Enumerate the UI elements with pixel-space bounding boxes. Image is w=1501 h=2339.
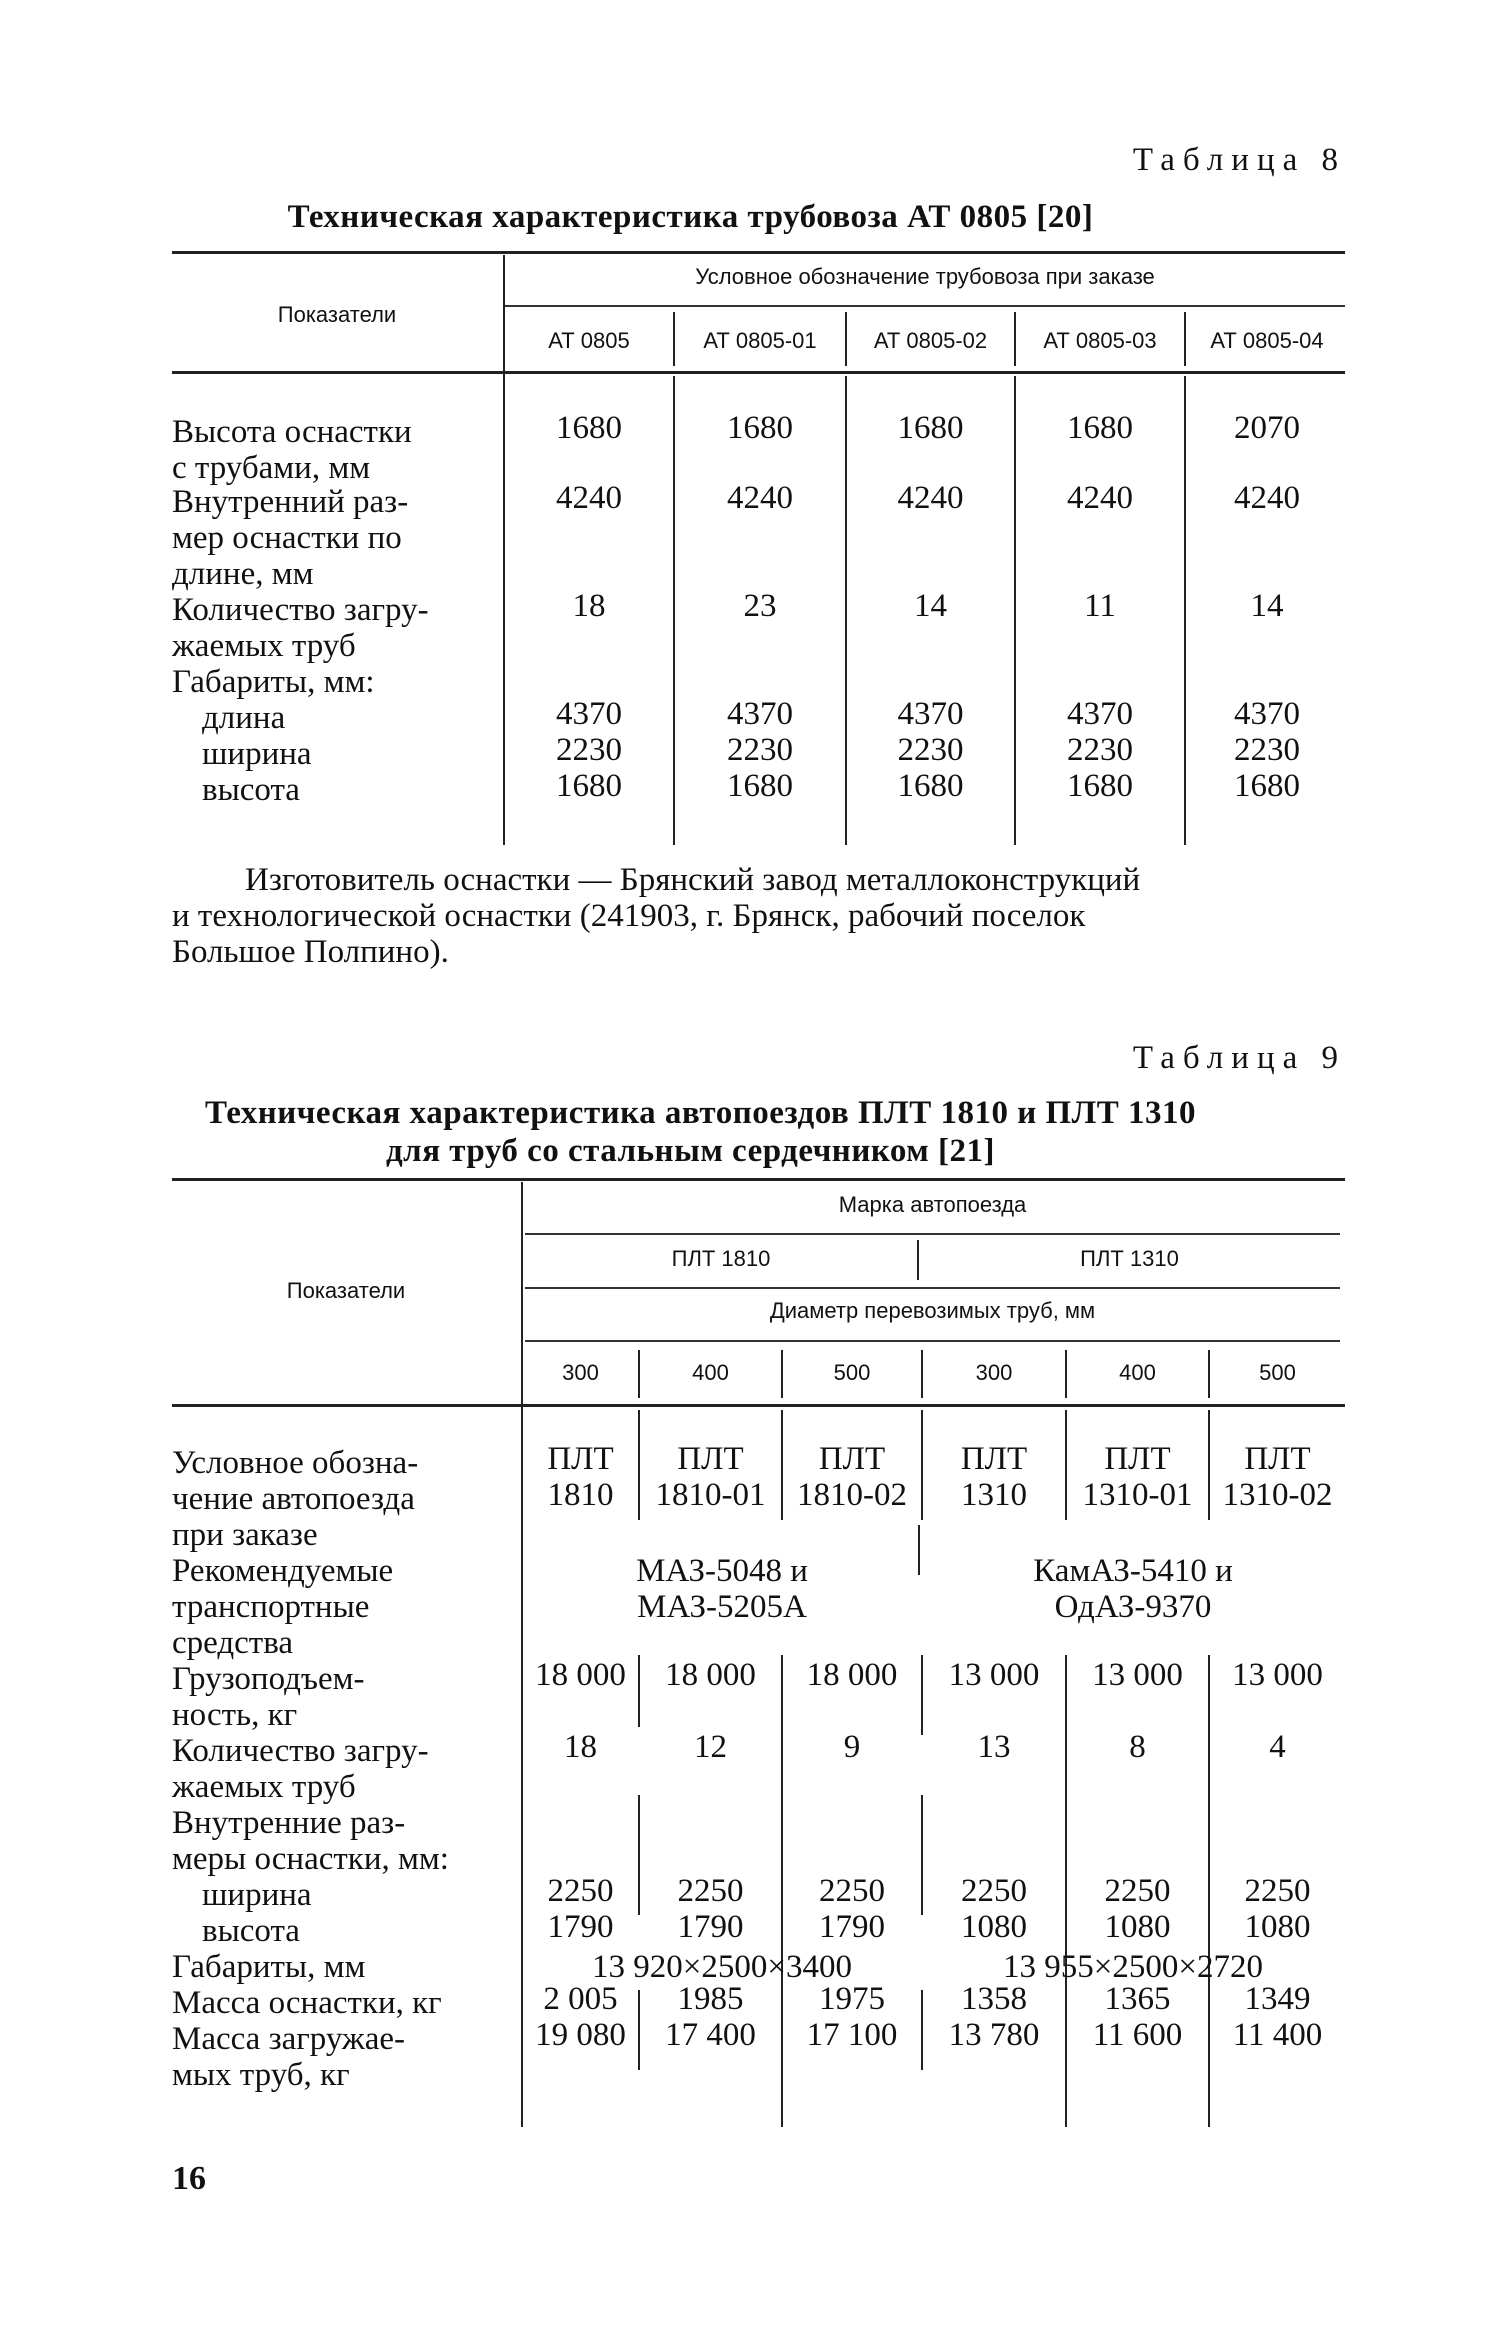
table8-cell: 4240 xyxy=(1234,480,1300,516)
table9-rule-2 xyxy=(525,1287,1340,1289)
table8-cell: 4370 xyxy=(727,696,793,732)
table8-cell: 2230 xyxy=(1067,732,1133,768)
table8-cell: 4240 xyxy=(1067,480,1133,516)
manufacturer-line-1: Изготовитель оснастки — Брянский завод металлоконструкций xyxy=(245,862,1141,898)
table9-title-line1: Техническая характеристика автопоездов ПЛТ 1810 и ПЛТ 1310 xyxy=(204,1095,1197,1131)
table9-cell: 12 xyxy=(694,1729,727,1765)
table9-cell: ПЛТ 1810 xyxy=(547,1441,614,1513)
table9-row-label: Условное обозна- чение автопоезда при заказе xyxy=(172,1445,419,1553)
table9-cell: ПЛТ 1310 xyxy=(960,1441,1028,1513)
table8-top-rule xyxy=(172,251,1345,254)
table8-row-label: Количество загру- жаемых труб xyxy=(172,592,429,664)
table8-cell: 2230 xyxy=(556,732,622,768)
table9-row-label: Внутренние раз- меры оснастки, мм: xyxy=(172,1805,449,1877)
table9-cell: 2 005 xyxy=(543,1981,618,2017)
table8-row-label: длина xyxy=(202,700,286,736)
table9-cell: 9 xyxy=(843,1729,861,1765)
table9-cell: 1985 xyxy=(677,1981,744,2017)
table8-cell: 4370 xyxy=(1234,696,1300,732)
table9-merged-transport-2: КамАЗ-5410 и ОдАЗ-9370 xyxy=(1033,1553,1233,1625)
table9-cell: 13 780 xyxy=(948,2017,1040,2053)
table8-cell: 4370 xyxy=(556,696,622,732)
table9-diameter: 400 xyxy=(692,1360,729,1385)
table9-diameter: 300 xyxy=(562,1360,599,1385)
table9-group1: ПЛТ 1810 xyxy=(671,1246,771,1271)
table9-cell: 2250 xyxy=(961,1873,1027,1909)
table9-cell: 11 400 xyxy=(1232,2017,1323,2053)
table9-cell: 1358 xyxy=(961,1981,1027,2017)
table9-diameter: 500 xyxy=(1259,1360,1296,1385)
table8-row-label: ширина xyxy=(202,736,312,772)
manufacturer-line-2: и технологической оснастки (241903, г. Брянск, рабочий поселок xyxy=(172,898,1086,934)
table8-cell: 2230 xyxy=(727,732,793,768)
table9-diameter: 300 xyxy=(975,1360,1013,1385)
table8-cell: 1680 xyxy=(1067,410,1133,446)
page-number: 16 xyxy=(172,2160,206,2197)
table9-title-line2: для труб со стальным сердечником [21] xyxy=(385,1133,995,1169)
table9-cell: ПЛТ 1810-02 xyxy=(797,1441,907,1513)
table8-row-label: Высота оснастки с трубами, мм xyxy=(172,414,412,486)
table9-cell: 4 xyxy=(1269,1729,1286,1765)
table9-header-indicators: Показатели xyxy=(286,1278,406,1303)
table8-title: Техническая характеристика трубовоза АТ 0805 [20] xyxy=(287,199,1094,235)
table9-cell: ПЛТ 1810-01 xyxy=(655,1441,766,1513)
table9-row-label: Грузоподъем- ность, кг xyxy=(172,1661,365,1733)
table9-cell: 11 600 xyxy=(1092,2017,1183,2053)
table9-cell: 18 000 xyxy=(665,1657,756,1693)
manufacturer-line-3: Большое Полпино). xyxy=(172,934,449,970)
table8-cell: 14 xyxy=(1250,588,1284,624)
table9-cell: 19 080 xyxy=(535,2017,626,2053)
table9-cell: 1080 xyxy=(961,1909,1027,1945)
table9-cell: ПЛТ 1310-01 xyxy=(1082,1441,1193,1513)
table8-cell: 4370 xyxy=(897,696,964,732)
table8-row-label: Габариты, мм: xyxy=(172,664,375,700)
table8-header-indicators: Показатели xyxy=(277,302,397,327)
table8-cell: 1680 xyxy=(727,768,793,804)
table9-cell: 13 000 xyxy=(948,1657,1040,1693)
table8-cell: 4240 xyxy=(556,480,622,516)
table9-cell: 1080 xyxy=(1104,1909,1171,1945)
table9-header-rule xyxy=(172,1404,1345,1407)
table8-cell: 1680 xyxy=(1234,768,1300,804)
table9-cell: 1790 xyxy=(547,1909,614,1945)
table9-top-rule xyxy=(172,1178,1345,1181)
table8-cell: 23 xyxy=(743,588,777,624)
table9-diameter: 500 xyxy=(833,1360,871,1385)
table9-cell: 2250 xyxy=(819,1873,885,1909)
table8-cell: 2230 xyxy=(1234,732,1300,768)
table9-cell: 18 xyxy=(564,1729,597,1765)
table8-cell: 11 xyxy=(1084,588,1116,624)
table8-header-rule xyxy=(172,371,1345,374)
table9-rule-1 xyxy=(525,1233,1340,1235)
table9-cell: 2250 xyxy=(547,1873,614,1909)
table8-cell: 1680 xyxy=(556,410,622,446)
table9-cell: ПЛТ 1310-02 xyxy=(1222,1441,1333,1513)
table8-cell: 14 xyxy=(914,588,947,624)
table9-row-label: Масса оснастки, кг xyxy=(172,1985,442,2021)
table9-cell: 17 400 xyxy=(665,2017,756,2053)
table9-row-label: Масса загружае- мых труб, кг xyxy=(172,2021,406,2093)
table8-col-header: АТ 0805-02 xyxy=(873,328,988,353)
table8-cell: 1680 xyxy=(897,410,964,446)
table9-cell: 1080 xyxy=(1244,1909,1311,1945)
table8-col-header: АТ 0805 xyxy=(548,328,630,353)
table8-row-label: высота xyxy=(202,772,300,808)
table8-cell: 2230 xyxy=(897,732,964,768)
table8-cell: 18 xyxy=(572,588,606,624)
table9-cell: 18 000 xyxy=(535,1657,626,1693)
table8-col-header: АТ 0805-01 xyxy=(703,328,817,353)
table8-cell: 4370 xyxy=(1067,696,1133,732)
table9-cell: 1790 xyxy=(677,1909,744,1945)
table9-cell: 2250 xyxy=(677,1873,744,1909)
table9-cell: 1790 xyxy=(819,1909,885,1945)
table8-cell: 4240 xyxy=(727,480,793,516)
table8-subheader-rule xyxy=(505,305,1345,307)
table8-cell: 2070 xyxy=(1234,410,1300,446)
table8-cell: 4240 xyxy=(897,480,964,516)
table8-col-header: АТ 0805-03 xyxy=(1043,328,1157,353)
table9-cell: 2250 xyxy=(1244,1873,1311,1909)
table9-cell: 1365 xyxy=(1104,1981,1171,2017)
table9-cell: 17 100 xyxy=(806,2017,898,2053)
table9-row-label: Количество загру- жаемых труб xyxy=(172,1733,429,1805)
table9-diameter: 400 xyxy=(1119,1360,1156,1385)
table9-row-label: Рекомендуемые транспортные средства xyxy=(172,1553,394,1661)
table9-cell: 1349 xyxy=(1244,1981,1311,2017)
table9-cell: 2250 xyxy=(1104,1873,1171,1909)
table9-cell: 13 000 xyxy=(1092,1657,1183,1693)
table9-header-diameter: Диаметр перевозимых труб, мм xyxy=(769,1298,1096,1323)
table8-cell: 1680 xyxy=(727,410,793,446)
table9-cell: 8 xyxy=(1129,1729,1146,1765)
table9-rule-3 xyxy=(525,1340,1340,1342)
table9-row-label: высота xyxy=(202,1913,300,1949)
table9-cell: 13 000 xyxy=(1232,1657,1323,1693)
table9-row-label: ширина xyxy=(202,1877,312,1913)
table9-number: Таблица 9 xyxy=(1132,1040,1346,1076)
table8-col-header: АТ 0805-04 xyxy=(1210,328,1324,353)
table8-cell: 1680 xyxy=(897,768,964,804)
table9-cell: 13 xyxy=(977,1729,1011,1765)
table9-merged-dimensions-1: 13 920×2500×3400 xyxy=(592,1949,852,1985)
table9-merged-dimensions-2: 13 955×2500×2720 xyxy=(1003,1949,1263,1985)
table8-number: Таблица 8 xyxy=(1132,142,1346,178)
table8-cell: 1680 xyxy=(556,768,622,804)
table9-cell: 1975 xyxy=(819,1981,885,2017)
table8-header-group: Условное обозначение трубовоза при заказе xyxy=(695,264,1155,289)
table9-group2: ПЛТ 1310 xyxy=(1080,1246,1179,1271)
table9-merged-transport-1: МАЗ-5048 и МАЗ-5205А xyxy=(636,1553,808,1625)
table9-cell: 18 000 xyxy=(806,1657,898,1693)
table8-cell: 1680 xyxy=(1067,768,1133,804)
table9-header-brand: Марка автопоезда xyxy=(838,1192,1027,1217)
table8-row-label: Внутренний раз- мер оснастки по длине, мм xyxy=(172,484,409,592)
table9-row-label: Габариты, мм xyxy=(172,1949,366,1985)
